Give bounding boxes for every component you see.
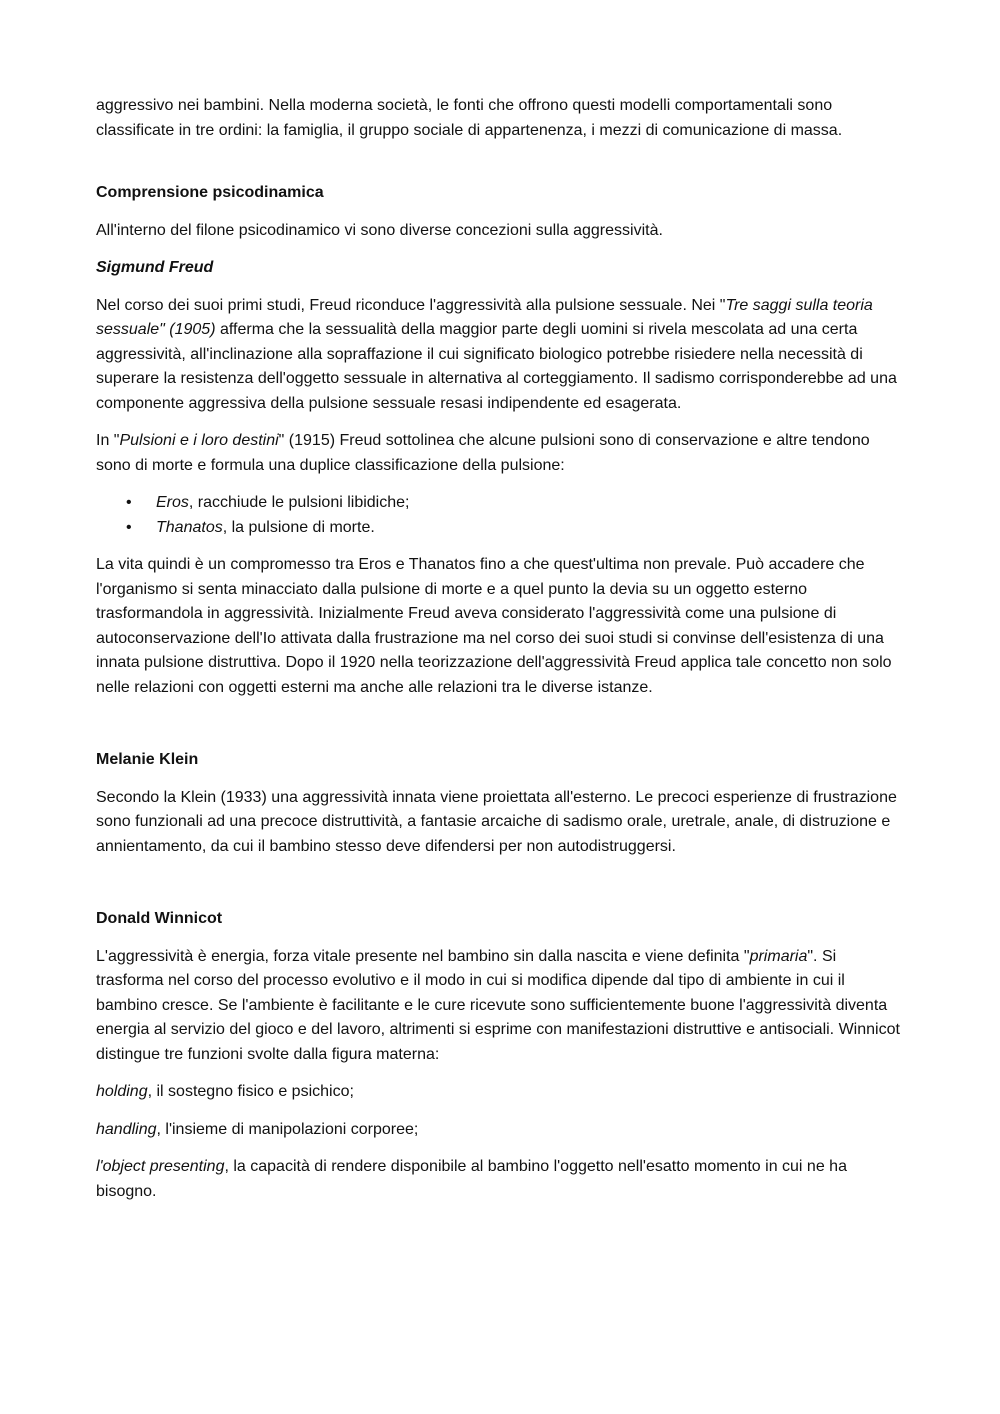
function-text: , il sostegno fisico e psichico; [147, 1083, 354, 1100]
winnicot-function-holding [96, 1080, 904, 1105]
function-term: holding [96, 1083, 148, 1100]
list-item-text: , la pulsione di morte. [222, 518, 375, 536]
psicodinamica-paragraph: All'interno del filone psicodinamico vi sono diverse concezioni sulla aggressività. [96, 221, 663, 239]
section-heading-klein: Melanie Klein [96, 751, 199, 768]
freud-p1-book-title: Tre saggi sulla teoria sessuale" (1905) [96, 296, 873, 338]
list-item [96, 516, 904, 541]
document-page [96, 94, 904, 1217]
winnicot-p1-term: primaria [749, 947, 808, 965]
freud-p1-text-a: Nel corso dei suoi primi studi, Freud riconduce l'aggressività alla pulsione sessuale. Nei " [96, 296, 726, 314]
freud-p2-text-b: " (1915) Freud sottolinea che alcune pulsioni sono di conservazione e altre tendono sono di morte e formula una duplice classificazione della pulsione: [96, 432, 870, 474]
section-heading-psicodinamica: Comprensione psicodinamica [96, 184, 324, 201]
list-item [96, 491, 904, 516]
winnicot-p1-text-a: L'aggressività è energia, forza vitale presente nel bambino sin dalla nascita e viene definita " [96, 947, 750, 965]
freud-p2-text-a: In " [96, 432, 120, 449]
function-text: , l'insieme di manipolazioni corporee; [156, 1120, 419, 1138]
list-item-text: , racchiude le pulsioni libidiche; [188, 494, 410, 511]
freud-paragraph-2 [96, 429, 904, 478]
freud-p1-text-b: afferma che la sessualità della maggior parte degli uomini si rivela mescolata ad una certa aggressività, all'inclinazione alla sopraffazione il cui significato biologico potrebbe risiedere nella necessità di superare la resistenza dell'oggetto sessuale in alternativa al corteggiamento. Il sadismo corrisponderebbe ad una componente aggressiva della pulsione sessuale resasi indipendente ed esagerata. [96, 321, 897, 412]
freud-p2-book-title: Pulsioni e i loro destini [119, 432, 279, 449]
function-term: l'object presenting [96, 1158, 225, 1175]
klein-paragraph: Secondo la Klein (1933) una aggressività innata viene proiettata all'esterno. Le precoci esperienze di frustrazione sono funzionali ad una precoce distruttività, a fantasie arcaiche di sadismo orale, uretrale, anale, di distruzione e annientamento, da cui il bambino stesso deve difendersi per non autodistruggersi. [96, 788, 897, 855]
section-heading-freud: Sigmund Freud [96, 259, 214, 276]
winnicot-paragraph-1 [96, 945, 904, 1068]
freud-paragraph-1 [96, 294, 904, 417]
list-item-term: Thanatos [156, 518, 223, 536]
function-term: handling [96, 1120, 157, 1138]
winnicot-function-object-presenting [96, 1155, 904, 1204]
freud-paragraph-3: La vita quindi è un compromesso tra Eros e Thanatos fino a che quest'ultima non prevale. Può accadere che l'organismo si senta minacciato dalla pulsione di morte e a quel punto la devia su un oggetto esterno trasformandola in aggressività. Inizialmente Freud aveva considerato l'aggressività come una pulsione di autoconservazione dell'Io attivata dalla frustrazione ma nel corso dei suoi studi si convinse dell'esistenza di una innata pulsione distruttiva. Dopo il 1920 nella teorizzazione dell'aggressività Freud applica tale concetto non solo nelle relazioni con oggetti esterni ma anche alle relazioni tra le diverse istanze. [96, 556, 892, 696]
winnicot-function-handling [96, 1118, 904, 1143]
function-text: , la capacità di rendere disponibile al bambino l'oggetto nell'esatto momento in cui ne ha bisogno. [96, 1158, 847, 1200]
intro-paragraph: aggressivo nei bambini. Nella moderna società, le fonti che offrono questi modelli comportamentali sono classificate in tre ordini: la famiglia, il gruppo sociale di appartenenza, i mezzi di comunicazione di massa. [96, 97, 843, 139]
winnicot-p1-text-b: ". Si trasforma nel corso del processo evolutivo e il modo in cui si modifica dipende dal tipo di ambiente in cui il bambino cresce. Se l'ambiente è facilitante e le cure ricevute sono sufficientemente buone l'aggressività diventa energia al servizio del gioco e del lavoro, altrimenti si esprime con manifestazioni distruttive e antisociali. Winnicot distingue tre funzioni svolte dalla figura materna: [96, 947, 900, 1063]
pulsione-list [96, 491, 904, 540]
list-item-term: Eros [156, 494, 189, 511]
section-heading-winnicot: Donald Winnicot [96, 910, 223, 927]
